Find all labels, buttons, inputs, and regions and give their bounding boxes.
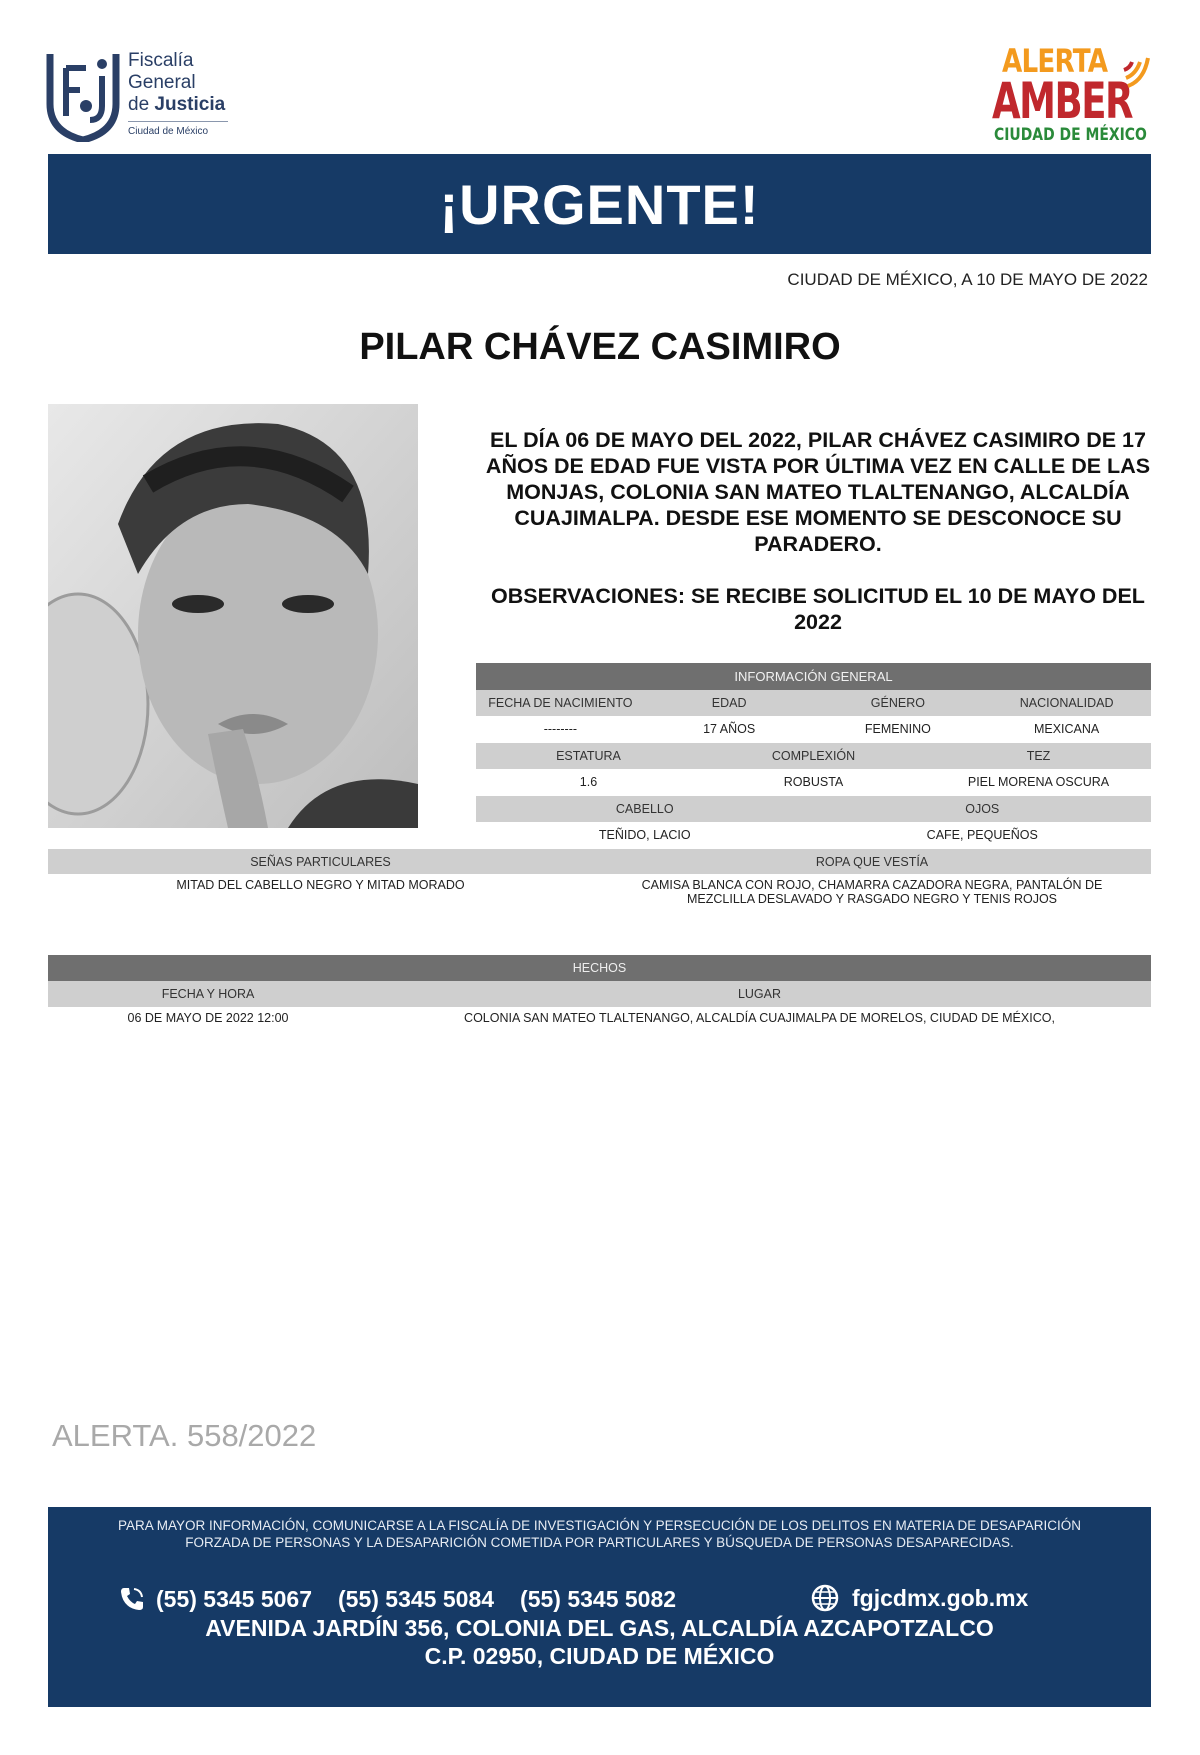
info-value-row-1 bbox=[476, 716, 1151, 743]
facts-values bbox=[48, 1007, 1151, 1029]
phone-list bbox=[118, 1585, 702, 1613]
header-age: EDAD bbox=[711, 695, 747, 710]
contact-footer bbox=[48, 1507, 1151, 1707]
portrait-image bbox=[48, 404, 418, 828]
value-complexion: PIEL MORENA OSCURA bbox=[967, 775, 1110, 790]
address bbox=[48, 1614, 1151, 1670]
general-info-table bbox=[476, 663, 1151, 849]
amber-city-text: CIUDAD DE MÉXICO bbox=[994, 125, 1147, 145]
globe-icon bbox=[810, 1583, 840, 1613]
fgj-line1: Fiscalía bbox=[128, 50, 194, 71]
info-header-row-2 bbox=[476, 743, 1151, 770]
fgj-line3-bold: Justicia bbox=[154, 94, 226, 115]
address-line2: C.P. 02950, CIUDAD DE MÉXICO bbox=[424, 1643, 775, 1669]
marks-clothing-values bbox=[48, 874, 1151, 906]
header-build: COMPLEXIÓN bbox=[771, 748, 856, 763]
info-value-row-3 bbox=[476, 822, 1151, 849]
alert-number: ALERTA. 558/2022 bbox=[52, 1418, 317, 1453]
description-text: EL DÍA 06 DE MAYO DEL 2022, PILAR CHÁVEZ CASIMIRO DE 17 AÑOS DE EDAD FUE VISTA POR ÚLTIMA VEZ EN CALLE DE LAS MONJAS, COLONIA SAN MATEO TLALTENANGO, ALCALDÍA CUAJIMALPA. DESDE ESE MOMENTO SE DESCONOCE SU PARADERO. bbox=[485, 428, 1151, 556]
value-nationality: MEXICANA bbox=[1033, 722, 1100, 737]
header-height: ESTATURA bbox=[556, 748, 621, 763]
value-age: 17 AÑOS bbox=[703, 722, 756, 737]
marks-clothing-header bbox=[48, 849, 1151, 874]
footer-info-line2: FORZADA DE PERSONAS Y LA DESAPARICIÓN COMETIDA POR PARTICULARES Y BÚSQUEDA DE PERSONAS DESAPARECIDAS. bbox=[185, 1535, 1014, 1550]
header-birthdate: FECHA DE NACIMIENTO bbox=[488, 695, 633, 710]
header-gender: GÉNERO bbox=[870, 695, 925, 710]
fgj-line3 bbox=[128, 94, 228, 116]
facts-title: HECHOS bbox=[48, 955, 1151, 981]
urgent-banner: ¡URGENTE! bbox=[48, 154, 1151, 254]
value-hair: TEÑIDO, LACIO bbox=[598, 828, 691, 843]
value-build: ROBUSTA bbox=[783, 775, 844, 790]
header-complexion: TEZ bbox=[1026, 748, 1051, 763]
info-value-row-2 bbox=[476, 769, 1151, 796]
header-clothing: ROPA QUE VESTÍA bbox=[815, 854, 929, 869]
fgj-line2: General bbox=[128, 72, 196, 93]
facts-table bbox=[48, 955, 1151, 1029]
address-line1: AVENIDA JARDÍN 356, COLONIA DEL GAS, ALCALDÍA AZCAPOTZALCO bbox=[205, 1615, 994, 1641]
phone-number-1[interactable]: (55) 5345 5067 bbox=[156, 1585, 313, 1612]
fgj-shield-icon bbox=[46, 46, 120, 142]
header-distinguishing-marks: SEÑAS PARTICULARES bbox=[250, 854, 391, 869]
header-date-time: FECHA Y HORA bbox=[161, 987, 255, 1001]
fgj-divider bbox=[128, 121, 228, 122]
observations-text: OBSERVACIONES: SE RECIBE SOLICITUD EL 10 DE MAYO DEL 2022 bbox=[491, 584, 1145, 634]
website-link[interactable]: fgjcdmx.gob.mx bbox=[852, 1584, 1029, 1611]
header-eyes: OJOS bbox=[965, 801, 1000, 816]
value-place: COLONIA SAN MATEO TLALTENANGO, ALCALDÍA CUAJIMALPA DE MORELOS, CIUDAD DE MÉXICO, bbox=[464, 1011, 1055, 1025]
marks-clothing-table bbox=[48, 849, 1151, 906]
value-birthdate: -------- bbox=[543, 722, 578, 737]
fgj-logo bbox=[46, 42, 236, 146]
info-header-row-1 bbox=[476, 690, 1151, 717]
phone-number-2[interactable]: (55) 5345 5084 bbox=[338, 1585, 495, 1612]
amber-amber-text: AMBER bbox=[992, 72, 1133, 130]
alerta-amber-logo bbox=[990, 40, 1150, 144]
header-place: LUGAR bbox=[737, 987, 782, 1001]
value-clothing: CAMISA BLANCA CON ROJO, CHAMARRA CAZADORA NEGRA, PANTALÓN DE MEZCLILLA DESLAVADO Y RASGADO NEGRO Y TENIS ROJOS bbox=[641, 878, 1103, 906]
fgj-line3-prefix: de bbox=[128, 94, 155, 115]
header-nationality: NACIONALIDAD bbox=[1019, 695, 1114, 710]
phone-number-3[interactable]: (55) 5345 5082 bbox=[520, 1585, 677, 1612]
footer-info-line1: PARA MAYOR INFORMACIÓN, COMUNICARSE A LA FISCALÍA DE INVESTIGACIÓN Y PERSECUCIÓN DE LOS DELITOS EN MATERIA DE DESAPARICIÓN bbox=[118, 1518, 1081, 1533]
value-gender: FEMENINO bbox=[864, 722, 931, 737]
date-line: CIUDAD DE MÉXICO, A 10 DE MAYO DE 2022 bbox=[787, 270, 1148, 289]
signal-waves-icon bbox=[1122, 44, 1154, 90]
footer-info bbox=[48, 1517, 1151, 1551]
person-name: PILAR CHÁVEZ CASIMIRO bbox=[359, 326, 841, 368]
info-header-row-3 bbox=[476, 796, 1151, 823]
value-height: 1.6 bbox=[579, 775, 598, 790]
website-block bbox=[810, 1583, 1028, 1613]
facts-header bbox=[48, 981, 1151, 1007]
value-distinguishing-marks: MITAD DEL CABELLO NEGRO Y MITAD MORADO bbox=[176, 878, 465, 892]
amber-alerta-text: ALERTA bbox=[1002, 42, 1108, 80]
info-title: INFORMACIÓN GENERAL bbox=[476, 663, 1151, 690]
value-date-time: 06 DE MAYO DE 2022 12:00 bbox=[127, 1011, 289, 1025]
fgj-city: Ciudad de México bbox=[128, 126, 209, 137]
value-eyes: CAFE, PEQUEÑOS bbox=[926, 828, 1038, 843]
missing-person-photo bbox=[48, 404, 418, 828]
fgj-wordmark bbox=[128, 50, 228, 138]
header-hair: CABELLO bbox=[615, 801, 674, 816]
phone-icon bbox=[118, 1585, 146, 1613]
